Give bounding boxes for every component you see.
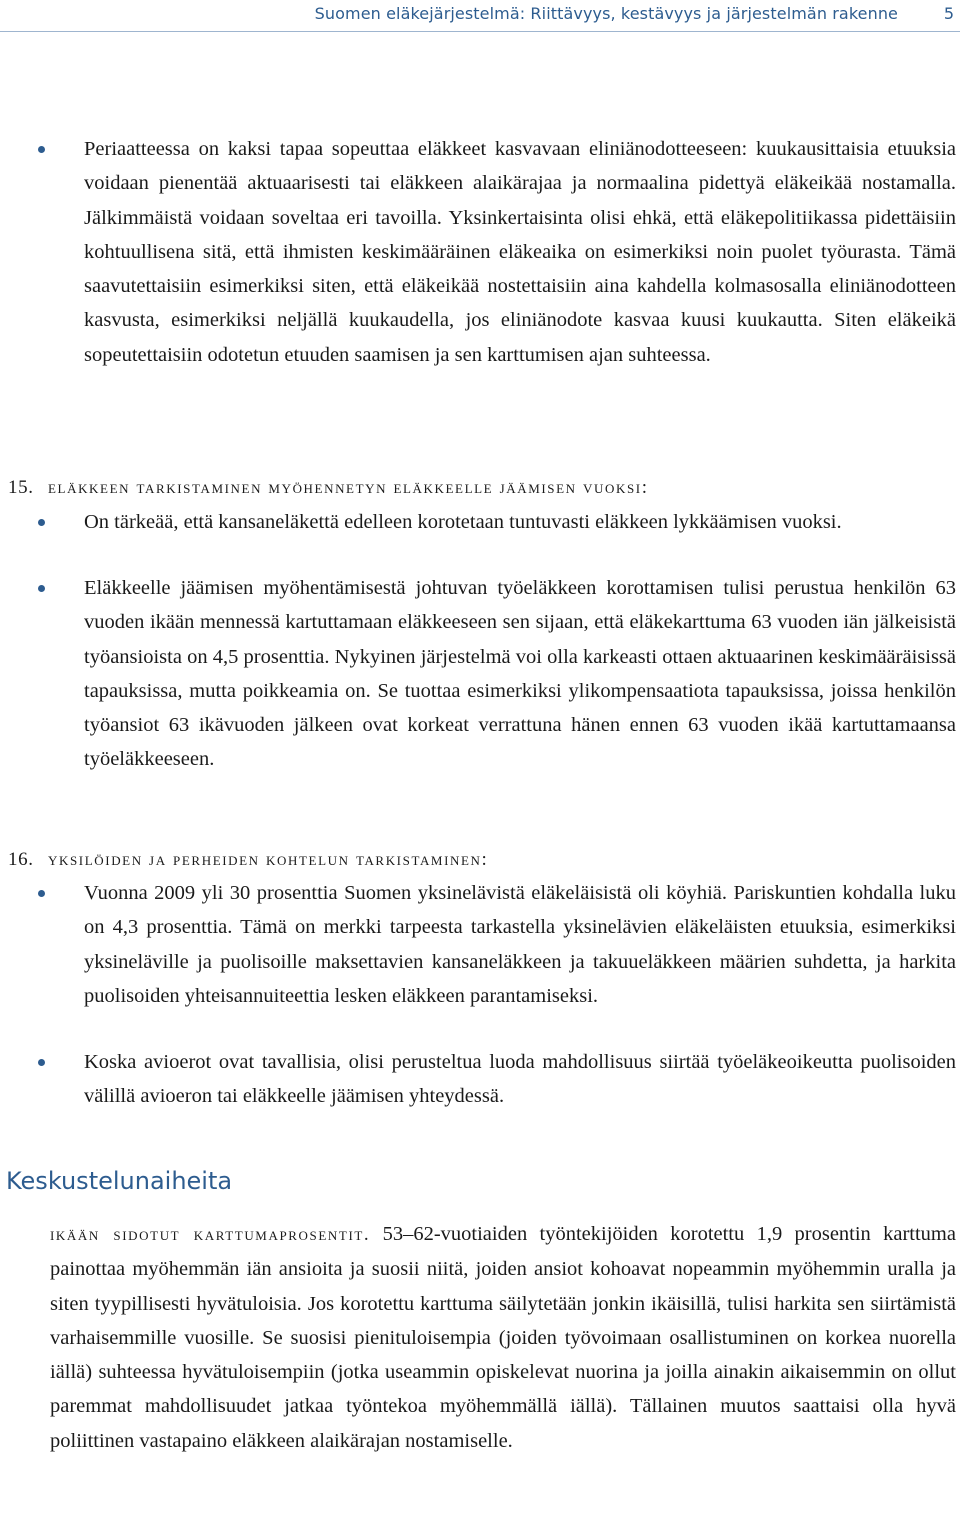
section-16-bullet-1-text: Vuonna 2009 yli 30 prosenttia Suomen yksinelävistä eläkeläisistä oli köyhiä. Pariskuntien kohdalla luku on 4,3 prosenttia. Tämä on merkki tarpeesta tarkastella yksinelävien eläkeläisten etuuksia, esimerkiksi yksineläville ja puolisoille maksettavien kansaneläkkeen ja takuueläkkeen määrien suhdetta, ja harkita puolisoiden yhteisannuiteettia lesken eläkkeen parantamiseksi. — [84, 882, 956, 1007]
section-16-heading — [8, 848, 488, 872]
section-16-bullet-1 — [84, 876, 956, 1013]
section-17-title: ikään sidotut karttumaprosentit. — [50, 1224, 371, 1245]
section-15-title: eläkkeen tarkistaminen myöhennetyn eläkkeelle jäämisen vuoksi: — [48, 477, 649, 498]
section-15-bullet-1 — [84, 505, 956, 539]
section-15-heading — [8, 476, 649, 500]
section-15-bullet-1-text: On tärkeää, että kansaneläkettä edelleen korotetaan tuntuvasti eläkkeen lykkäämisen vuoksi. — [84, 511, 842, 533]
section-16-bullet-2 — [84, 1045, 956, 1114]
intro-bullet-text: Periaatteessa on kaksi tapaa sopeuttaa eläkkeet kasvavaan eliniänodotteeseen: kuukausittaisia etuuksia voidaan pienentää aktuaarisesti tai eläkkeen alaikärajaa ja normaalina pidettyä eläkeikää nostamalla. Jälkimmäistä voidaan soveltaa eri tavoilla. Yksinkertaisinta olisi ehkä, että eläkepolitiikassa pidettäisiin kohtuullisena sitä, että ihmisten keskimääräinen eläkeaika on esimerkiksi noin puolet työurasta. Tämä saavutettaisiin esimerkiksi siten, että eläkeikää nostettaisiin aina kahdella kolmasosalla eliniänodotteen kasvusta, esimerkiksi neljällä kuukaudella, jos eliniänodote kasvaa kuusi kuukautta. Siten eläkeikä sopeutettaisiin odotetun etuuden saamisen ja sen karttumisen ajan suhteessa. — [84, 138, 956, 366]
section-17 — [8, 1217, 956, 1458]
bullet-icon — [38, 585, 45, 592]
section-15-bullet-2 — [84, 571, 956, 777]
section-15-number: 15. — [8, 477, 34, 498]
header-rule — [0, 31, 960, 32]
page-header — [0, 0, 960, 32]
section-16-bullet-2-text: Koska avioerot ovat tavallisia, olisi perusteltua luoda mahdollisuus siirtää työeläkeoikeutta puolisoiden välillä avioeron tai eläkkeelle jäämisen yhteydessä. — [84, 1051, 956, 1108]
page-number: 5 — [943, 4, 954, 23]
section-16-number: 16. — [8, 849, 34, 870]
section-17-number — [8, 1217, 50, 1251]
bullet-icon — [38, 1059, 45, 1066]
running-title: Suomen eläkejärjestelmä: Riittävyys, kestävyys ja järjestelmän rakenne — [314, 4, 898, 23]
discussion-title: Keskustelunaiheita — [6, 1167, 233, 1195]
bullet-icon — [38, 519, 45, 526]
bullet-icon — [38, 146, 45, 153]
section-16-title: yksilöiden ja perheiden kohtelun tarkistaminen: — [48, 849, 489, 870]
section-17-text: 53–62-vuotiaiden työntekijöiden korotettu 1,9 prosentin karttuma painottaa myöhemmän iän ansioita ja suosii niitä, joiden ansiot kohoavat nopeammin myöhemmin uralla ja siten tyypillisesti hyvätuloisia. Jos korotettu karttuma säilytetään jonkin ikäisillä, tulisi harkita sen siirtämistä varhaisemmille vuosille. Se suosisi pienituloisempia (joiden työvoimaan osallistuminen on korkea nuorella iällä) suhteessa hyvätuloisempiin (jotka useammin opiskelevat nuorina ja joilla ainakin aikaisemmin on ollut paremmat mahdollisuudet jatkaa työntekoa myöhemmällä iällä). Tällainen muutos saattaisi olla hyvä poliittinen vastapaino eläkkeen alaikärajan nostamiselle. — [50, 1223, 956, 1452]
section-15-bullet-2-text: Eläkkeelle jäämisen myöhentämisestä johtuvan työeläkkeen korottamisen tulisi perustua henkilön 63 vuoden ikään mennessä kartuttamaan eläkkeeseen sen sijaan, että eläkekarttuma 63 vuoden iän jälkeisistä työansioista on 4,5 prosenttia. Nykyinen järjestelmä voi olla karkeasti ottaen aktuaarinen keskimääräisissä tapauksissa, mutta poikkeamia on. Se tuottaa esimerkiksi ylikompensaatiota tapauksissa, joissa henkilön työansiot 63 ikävuoden jälkeen ovat korkeat verrattuna hänen ennen 63 vuoden ikää kartuttamaansa työeläkkeeseen. — [84, 577, 956, 771]
intro-bullet — [84, 132, 956, 372]
bullet-icon — [38, 890, 45, 897]
